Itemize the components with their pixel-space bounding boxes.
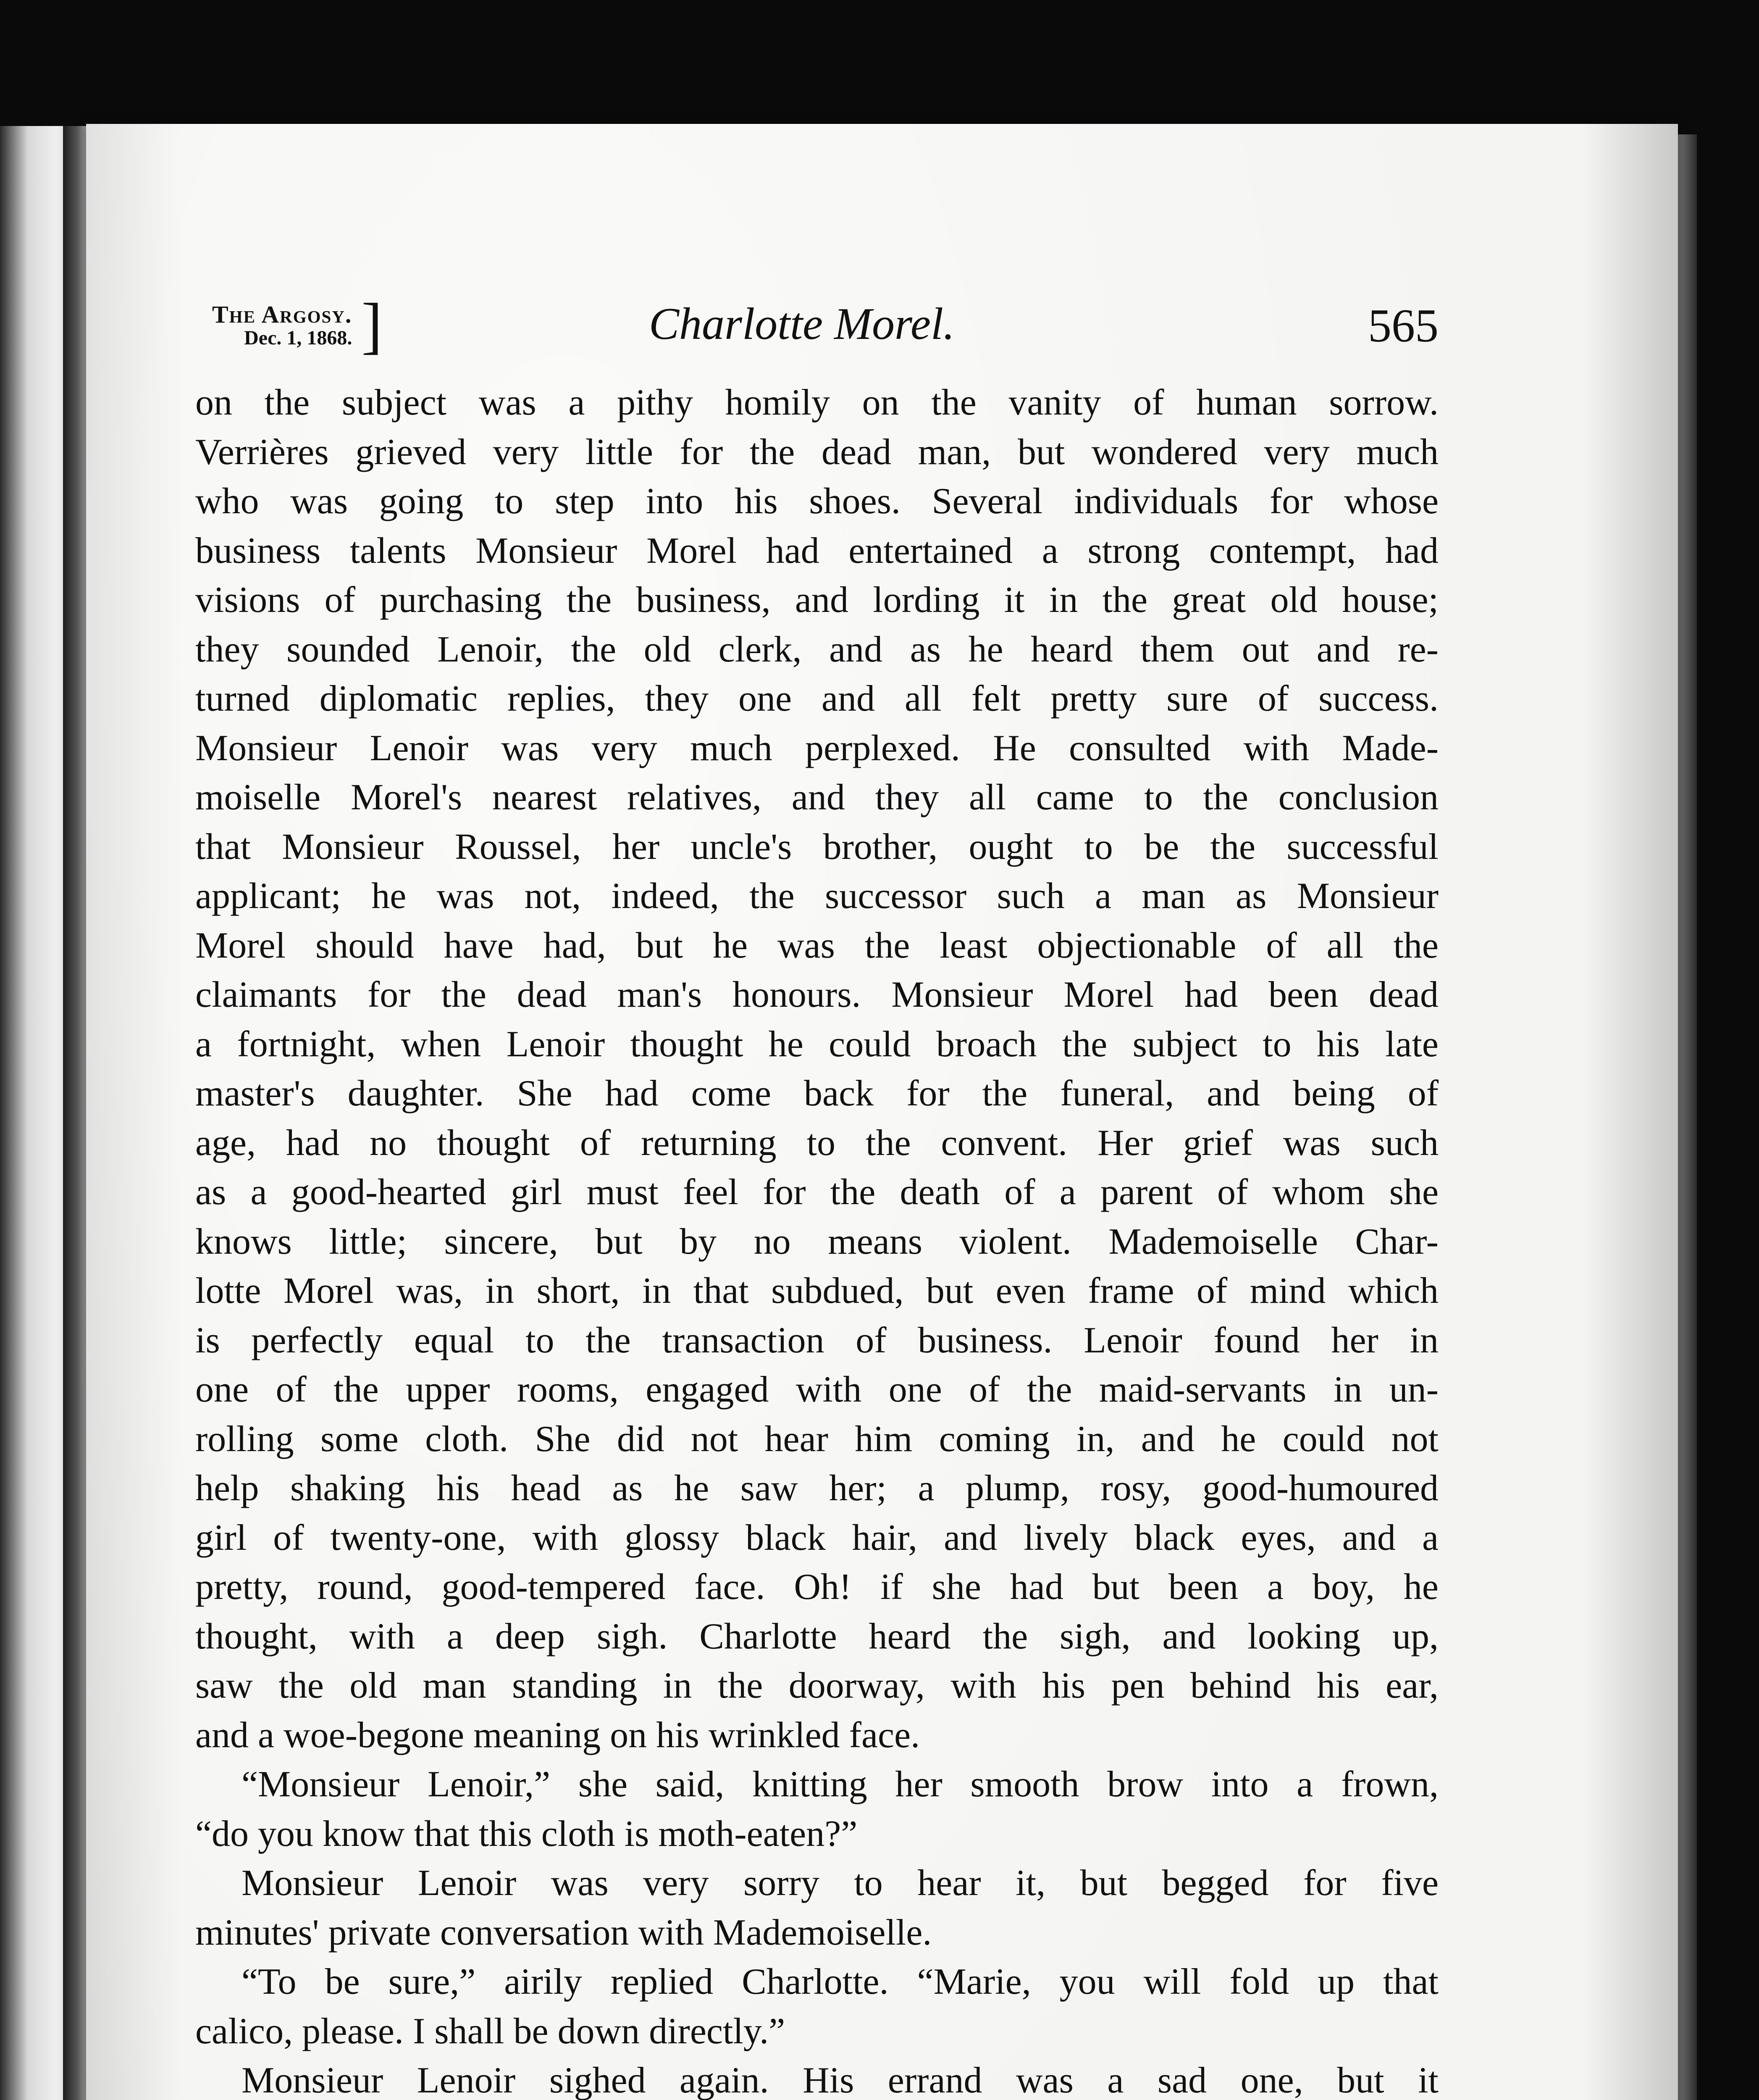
- text-line: “To be sure,” airily replied Charlotte. “Marie, you will fold up that: [242, 1961, 1439, 2002]
- text-line: calico, please. I shall be down directly.”: [195, 2011, 785, 2052]
- text-line: saw the old man standing in the doorway, with his pen behind his ear,: [195, 1665, 1439, 1706]
- text-line: Monsieur Lenoir was very much perplexed. He consulted with Made-: [195, 727, 1439, 769]
- header-bracket: ]: [361, 291, 383, 360]
- text-line: rolling some cloth. She did not hear him coming in, and he could not: [195, 1418, 1439, 1460]
- running-header: [212, 291, 1439, 361]
- page-number: 565: [1368, 300, 1439, 352]
- text-line: Monsieur Lenoir sighed again. His errand was a sad one, but it: [242, 2060, 1439, 2100]
- text-line: a fortnight, when Lenoir thought he could broach the subject to his late: [195, 1024, 1439, 1065]
- text-line: business talents Monsieur Morel had entertained a strong contempt, had: [195, 530, 1439, 571]
- text-line: that Monsieur Roussel, her uncle's brother, ought to be the successful: [195, 826, 1439, 867]
- text-line: minutes' private conversation with Mademoiselle.: [195, 1912, 932, 1953]
- text-line: claimants for the dead man's honours. Monsieur Morel had been dead: [195, 974, 1439, 1015]
- text-line: lotte Morel was, in short, in that subdued, but even frame of mind which: [195, 1270, 1439, 1311]
- text-line: Monsieur Lenoir was very sorry to hear it, but begged for five: [242, 1863, 1439, 1903]
- text-line: applicant; he was not, indeed, the successor such a man as Monsieur: [195, 876, 1439, 916]
- text-line: age, had no thought of returning to the convent. Her grief was such: [195, 1122, 1439, 1163]
- text-line: they sounded Lenoir, the old clerk, and as he heard them out and re-: [195, 629, 1439, 670]
- text-line: and a woe-begone meaning on his wrinkled face.: [195, 1714, 920, 1756]
- issue-date: Dec. 1, 1868.: [244, 327, 352, 349]
- text-line: one of the upper rooms, engaged with one of the maid-servants in un-: [195, 1369, 1439, 1410]
- text-line: “Monsieur Lenoir,” she said, knitting her smooth brow into a frown,: [242, 1764, 1439, 1805]
- text-line: who was going to step into his shoes. Several individuals for whose: [195, 481, 1439, 522]
- text-line: girl of twenty-one, with glossy black hair, and lively black eyes, and a: [195, 1517, 1439, 1558]
- gutter-shadow: [63, 126, 88, 2100]
- text-line: help shaking his head as he saw her; a plump, rosy, good-humoured: [195, 1468, 1439, 1509]
- text-line: moiselle Morel's nearest relatives, and they all came to the conclusion: [195, 777, 1439, 818]
- publication-info: [212, 291, 383, 360]
- text-line: turned diplomatic replies, they one and all felt pretty sure of success.: [195, 678, 1439, 719]
- text-line: Verrières grieved very little for the dead man, but wondered very much: [195, 431, 1439, 472]
- text-line: as a good-hearted girl must feel for the death of a parent of whom she: [195, 1172, 1439, 1213]
- chapter-title: Charlotte Morel.: [649, 299, 955, 349]
- text-line: on the subject was a pithy homily on the vanity of human sorrow.: [195, 382, 1439, 423]
- text-line: is perfectly equal to the transaction of business. Lenoir found her in: [195, 1320, 1439, 1361]
- body-text: [195, 378, 1439, 2100]
- text-line: thought, with a deep sigh. Charlotte heard the sigh, and looking up,: [195, 1616, 1439, 1657]
- text-line: pretty, round, good-tempered face. Oh! if she had but been a boy, he: [195, 1567, 1439, 1607]
- text-line: master's daughter. She had come back for the funeral, and being of: [195, 1073, 1439, 1114]
- publication-name: The Argosy.: [212, 301, 352, 328]
- text-line: “do you know that this cloth is moth-eaten?”: [195, 1813, 858, 1854]
- text-line: visions of purchasing the business, and lording it in the great old house;: [195, 580, 1439, 620]
- text-line: knows little; sincere, but by no means violent. Mademoiselle Char-: [195, 1221, 1439, 1262]
- text-line: Morel should have had, but he was the least objectionable of all the: [195, 925, 1439, 966]
